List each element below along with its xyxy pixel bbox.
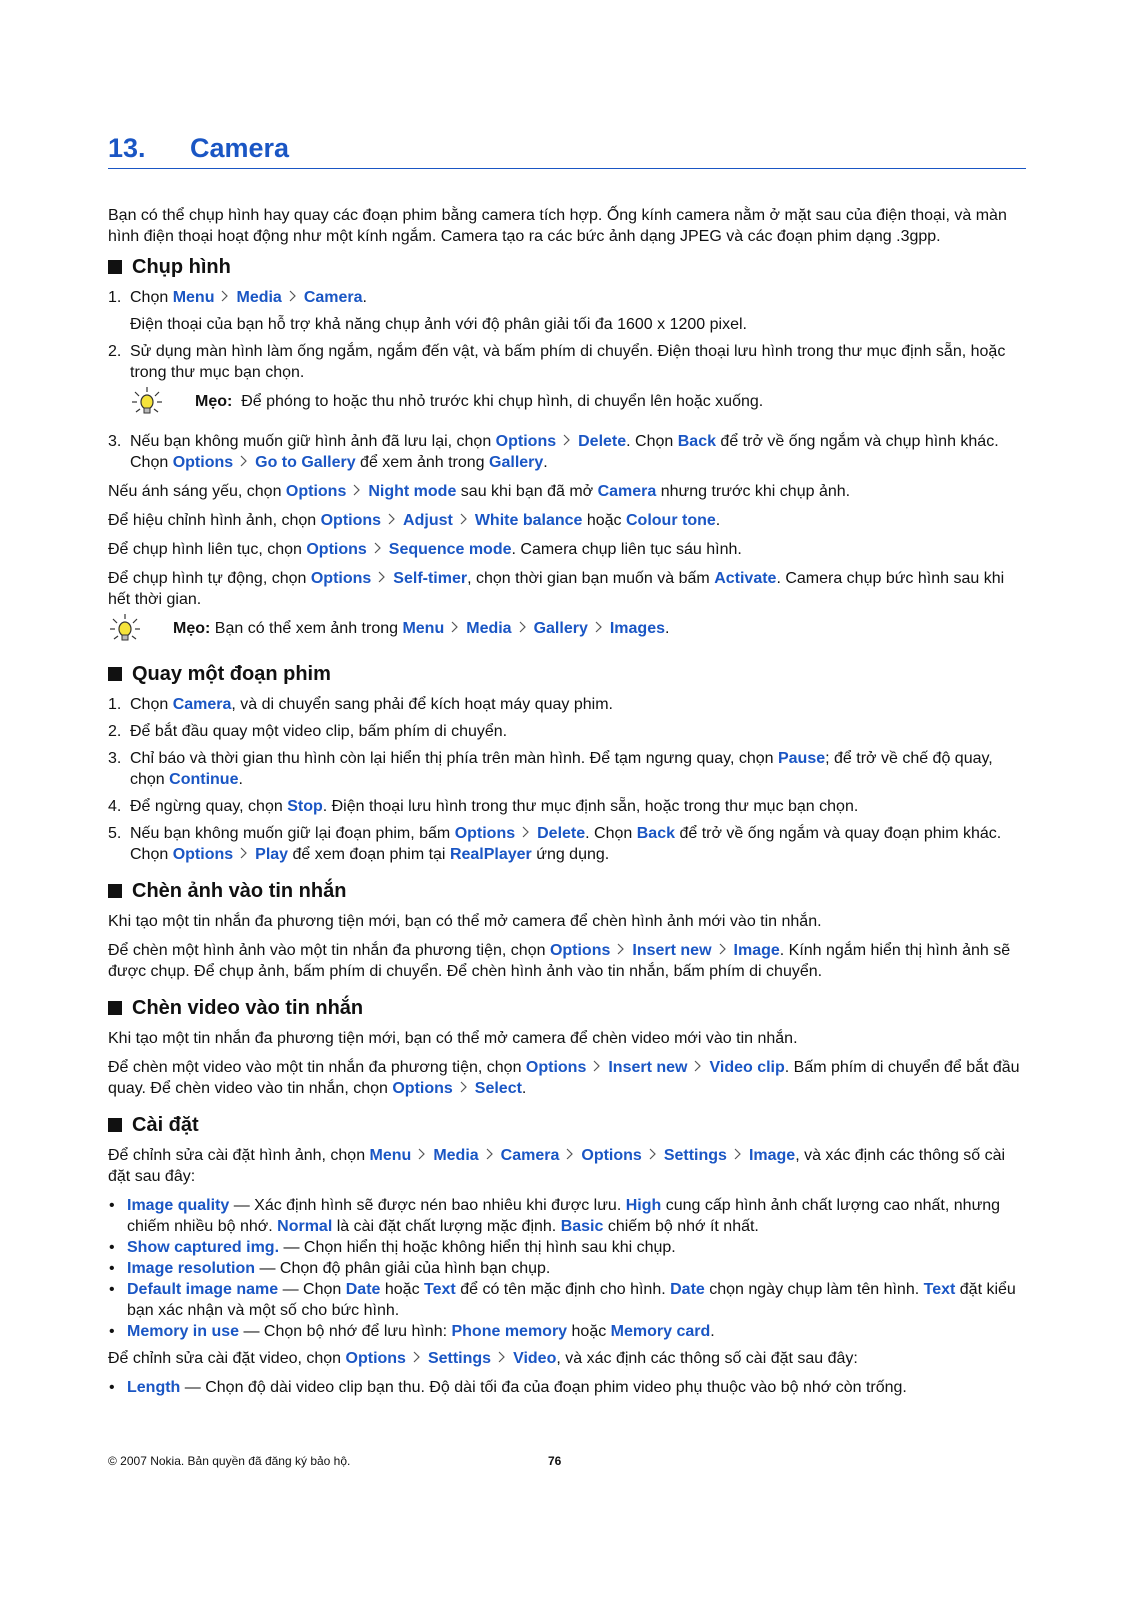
tip-box: Mẹo: Để phóng to hoặc thu nhỏ trước khi chụp hình, di chuyển lên hoặc xuống. — [130, 391, 1026, 421]
list-item: 2. Để bắt đầu quay một video clip, bấm phím di chuyển. — [108, 723, 508, 740]
list-item: • Show captured img. — Chọn hiển thị hoặc không hiển thị hình sau khi chụp. — [109, 1239, 676, 1256]
chevron-right-icon — [694, 1057, 702, 1078]
menu-path — [173, 289, 363, 306]
chevron-right-icon — [563, 431, 571, 452]
paragraph: Nếu ánh sáng yếu, chọn Options Night mode sau khi bạn đã mở Camera nhưng trước khi chụp ảnh. — [108, 483, 851, 500]
menu-path-item: Self-timer — [393, 570, 468, 587]
menu-path — [392, 1080, 522, 1097]
menu-path — [550, 942, 780, 959]
menu-path-item: Camera — [303, 289, 363, 306]
menu-path-item: Options — [525, 1059, 587, 1076]
menu-path-item: Video — [513, 1350, 557, 1367]
paragraph: Để hiệu chỉnh hình ảnh, chọn Options Adjust White balance hoặc Colour tone. — [108, 512, 721, 529]
menu-path-item: Options — [306, 541, 367, 558]
menu-path-item: Menu — [369, 1147, 412, 1164]
list-item: 2. Sử dụng màn hình làm ống ngắm, ngắm đến vật, và bấm phím di chuyển. Điện thoại lưu hình trong thư mục định sẵn, hoặc trong thư mục bạn chọn. — [108, 343, 1006, 381]
steps-quay — [108, 694, 1026, 865]
menu-path-item: Go to Gallery — [255, 454, 356, 471]
page-footer — [108, 1451, 1026, 1472]
menu-path-item: Media — [236, 289, 282, 306]
list-item: 1. Chọn Menu Media Camera. Điện thoại của bạn hỗ trợ khả năng chụp ảnh với độ phân giải tối đa 1600 x 1200 pixel. — [108, 287, 1026, 335]
chevron-right-icon — [378, 568, 386, 589]
chevron-right-icon — [413, 1348, 421, 1369]
section-heading-chen-anh: Chèn ảnh vào tin nhắn — [108, 879, 1026, 903]
chevron-right-icon — [566, 1145, 574, 1166]
chevron-right-icon — [353, 481, 361, 502]
steps-chup-cont — [108, 431, 1026, 473]
menu-path-item: Options — [345, 1350, 406, 1367]
settings-video-list — [108, 1377, 1026, 1398]
square-bullet-icon — [108, 1001, 122, 1015]
menu-path-item: Options — [285, 483, 347, 500]
menu-path-item: Options — [454, 825, 516, 842]
menu-path — [286, 483, 456, 500]
menu-path — [311, 570, 467, 587]
chevron-right-icon — [519, 618, 527, 639]
paragraph: Để chèn một video vào một tin nhắn đa phương tiện, chọn Options Insert new Video clip. Bấm phím di chuyển để bắt đầu quay. Để chèn video vào tin nhắn, chọn Options Select. — [108, 1059, 1020, 1097]
menu-path-item: Media — [433, 1147, 479, 1164]
menu-path-item: Options — [495, 433, 557, 450]
menu-path — [346, 1350, 557, 1367]
copyright: © 2007 Nokia. Bản quyền đã đăng ký bảo hộ. — [108, 1454, 351, 1468]
menu-path-item: Delete — [578, 433, 627, 450]
chevron-right-icon — [522, 823, 530, 844]
chevron-right-icon — [221, 287, 229, 308]
menu-path-item: Options — [549, 942, 611, 959]
menu-path-item: Image — [748, 1147, 796, 1164]
menu-path — [173, 454, 356, 471]
chapter-title — [108, 132, 1026, 169]
square-bullet-icon — [108, 667, 122, 681]
list-item: • Memory in use — Chọn bộ nhớ để lưu hình: Phone memory hoặc Memory card. — [109, 1323, 715, 1340]
list-item: • Image resolution — Chọn độ phân giải của hình bạn chụp. — [109, 1260, 551, 1277]
chevron-right-icon — [460, 510, 468, 531]
square-bullet-icon — [108, 1118, 122, 1132]
paragraph: Khi tạo một tin nhắn đa phương tiện mới, bạn có thể mở camera để chèn video mới vào tin nhắn. — [108, 1030, 798, 1047]
list-item: • Default image name — Chọn Date hoặc Text để có tên mặc định cho hình. Date chọn ngày chụp làm tên hình. Text đặt kiểu bạn xác nhận và một số cho bức hình. — [109, 1281, 1016, 1319]
menu-path-item: Insert new — [632, 942, 712, 959]
menu-path-item: Camera — [500, 1147, 560, 1164]
chevron-right-icon — [451, 618, 459, 639]
paragraph: Để chỉnh sửa cài đặt video, chọn Options Settings Video, và xác định các thông số cài đặt sau đây: — [108, 1350, 858, 1367]
chevron-right-icon — [460, 1078, 468, 1099]
steps-chup — [108, 287, 1026, 383]
paragraph: Để chụp hình liên tục, chọn Options Sequence mode. Camera chụp liên tục sáu hình. — [108, 541, 742, 558]
menu-path — [496, 433, 626, 450]
chevron-right-icon — [595, 618, 603, 639]
menu-path — [526, 1059, 785, 1076]
chevron-right-icon — [593, 1057, 601, 1078]
tip-box: Mẹo: Bạn có thể xem ảnh trong Menu Media Gallery Images. — [108, 618, 1026, 648]
menu-path-item: Gallery — [533, 620, 588, 637]
menu-path — [173, 846, 288, 863]
chevron-right-icon — [418, 1145, 426, 1166]
section-heading-chen-video: Chèn video vào tin nhắn — [108, 996, 1026, 1020]
chevron-right-icon — [734, 1145, 742, 1166]
lightbulb-icon — [108, 612, 142, 646]
section-heading-chup: Chụp hình — [108, 255, 1026, 279]
menu-path-item: Video clip — [709, 1059, 785, 1076]
chevron-right-icon — [486, 1145, 494, 1166]
menu-path-item: Options — [320, 512, 382, 529]
menu-path — [455, 825, 585, 842]
chapter-number: 13. — [108, 133, 146, 163]
menu-path-item: Image — [733, 942, 780, 959]
chevron-right-icon — [240, 452, 248, 473]
list-item: 4. Để ngừng quay, chọn Stop. Điện thoại lưu hình trong thư mục định sẵn, hoặc trong thư mục bạn chọn. — [108, 798, 859, 815]
menu-path-item: Options — [392, 1080, 453, 1097]
intro-paragraph: Bạn có thể chụp hình hay quay các đoạn phim bằng camera tích hợp. Ống kính camera nằm ở mặt sau của điện thoại, và màn hình điện thoại hoạt động như một kính ngắm. Camera tạo ra các bức ảnh dạng JPEG và các đoạn phim dạng .3gpp. — [108, 207, 1007, 245]
menu-path-item: Delete — [537, 825, 586, 842]
menu-path-item: Select — [474, 1080, 522, 1097]
chevron-right-icon — [498, 1348, 506, 1369]
paragraph: Khi tạo một tin nhắn đa phương tiện mới, bạn có thể mở camera để chèn hình ảnh mới vào tin nhắn. — [108, 913, 822, 930]
menu-path-item: Media — [466, 620, 512, 637]
chapter-name: Camera — [190, 133, 290, 163]
paragraph: Để chụp hình tự động, chọn Options Self-timer, chọn thời gian bạn muốn và bấm Activate. Camera chụp bức hình sau khi hết thời gian. — [108, 570, 1005, 608]
section-heading-cai-dat: Cài đặt — [108, 1113, 1026, 1137]
square-bullet-icon — [108, 260, 122, 274]
page-number: 76 — [548, 1454, 562, 1468]
menu-path-item: Options — [581, 1147, 642, 1164]
chevron-right-icon — [719, 940, 727, 961]
list-item: 3. Nếu bạn không muốn giữ hình ảnh đã lưu lại, chọn Options Delete. Chọn Back để trở về ống ngắm và chụp hình khác. Chọn Options Go to Gallery để xem ảnh trong Gallery. — [108, 433, 999, 471]
menu-path-item: Play — [255, 846, 289, 863]
menu-path — [321, 512, 583, 529]
menu-path-item: White balance — [474, 512, 583, 529]
menu-path — [306, 541, 511, 558]
menu-path-item: Images — [609, 620, 665, 637]
menu-path-item: Sequence mode — [388, 541, 512, 558]
menu-path-item: Adjust — [403, 512, 453, 529]
chevron-right-icon — [289, 287, 297, 308]
chevron-right-icon — [240, 844, 248, 865]
section-heading-quay: Quay một đoạn phim — [108, 662, 1026, 686]
settings-image-list — [108, 1195, 1026, 1342]
menu-path — [402, 620, 665, 637]
chevron-right-icon — [617, 940, 625, 961]
menu-path-item: Options — [172, 846, 234, 863]
lightbulb-icon — [130, 385, 164, 419]
list-item: • Length — Chọn độ dài video clip bạn thu. Độ dài tối đa của đoạn phim video phụ thuộc vào bộ nhớ còn trống. — [109, 1379, 907, 1396]
list-item: 1. Chọn Camera, và di chuyển sang phải để kích hoạt máy quay phim. — [108, 696, 613, 713]
chevron-right-icon — [374, 539, 382, 560]
chevron-right-icon — [388, 510, 396, 531]
list-item: 3. Chỉ báo và thời gian thu hình còn lại hiển thị phía trên màn hình. Để tạm ngưng quay, chọn Pause; để trở về chế độ quay, chọn Continue. — [108, 750, 993, 788]
menu-path-item: Insert new — [608, 1059, 688, 1076]
step-note: Điện thoại của bạn hỗ trợ khả năng chụp ảnh với độ phân giải tối đa 1600 x 1200 pixel. — [130, 316, 747, 333]
square-bullet-icon — [108, 884, 122, 898]
menu-path-item: Menu — [172, 289, 215, 306]
menu-path-item: Options — [310, 570, 372, 587]
menu-path-item: Night mode — [368, 483, 457, 500]
menu-path-item: Settings — [663, 1147, 727, 1164]
menu-path-item: Menu — [402, 620, 445, 637]
menu-path — [370, 1147, 796, 1164]
paragraph: Để chỉnh sửa cài đặt hình ảnh, chọn Menu Media Camera Options Settings Image, và xác định các thông số cài đặt sau đây: — [108, 1147, 1006, 1185]
chevron-right-icon — [649, 1145, 657, 1166]
menu-path-item: Settings — [427, 1350, 492, 1367]
paragraph: Để chèn một hình ảnh vào một tin nhắn đa phương tiện, chọn Options Insert new Image. Kính ngắm hiển thị hình ảnh sẽ được chụp. Để chụp ảnh, bấm phím di chuyển. Để chèn hình ảnh vào tin nhắn, bấm phím di chuyển. — [108, 942, 1011, 980]
content — [108, 205, 1026, 1404]
list-item: • Image quality — Xác định hình sẽ được nén bao nhiêu khi được lưu. High cung cấp hình ảnh chất lượng cao nhất, nhưng chiếm nhiều bộ nhớ. Normal là cài đặt chất lượng mặc định. Basic chiếm bộ nhớ ít nhất. — [109, 1197, 1001, 1235]
list-item: 5. Nếu bạn không muốn giữ lại đoạn phim, bấm Options Delete. Chọn Back để trở về ống ngắm và quay đoạn phim khác. Chọn Options Play để xem đoạn phim tại RealPlayer ứng dụng. — [108, 825, 1002, 863]
menu-path-item: Options — [172, 454, 234, 471]
